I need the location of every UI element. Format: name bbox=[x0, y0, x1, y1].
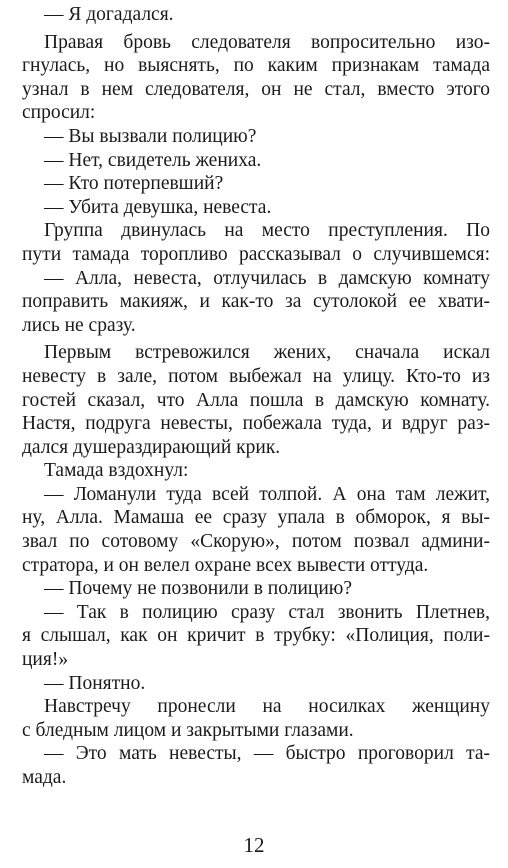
text-line: Настя, подруга невесты, побежала туда, и вдруг раз- bbox=[22, 413, 490, 435]
text-line: поправить макияж, и как-то за сутолокой ее хвати- bbox=[22, 291, 490, 313]
text-line: — Почему не позвонили в полицию? bbox=[44, 578, 352, 600]
text-line: Навстречу пронесли на носилках женщину bbox=[44, 696, 490, 718]
text-line: — Я догадался. bbox=[44, 4, 174, 25]
text-line: Правая бровь следователя вопросительно изо- bbox=[44, 31, 490, 53]
text-line: ну, Алла. Мамаша ее сразу упала в обморок, я вы- bbox=[22, 507, 490, 529]
text-line: лись не сразу. bbox=[22, 314, 136, 336]
text-line: пути тамада торопливо рассказывал о случившемся: bbox=[22, 243, 490, 265]
text-line: спросил: bbox=[22, 102, 96, 124]
text-line: — Нет, свидетель жениха. bbox=[44, 149, 262, 171]
text-line: — Кто потерпевший? bbox=[44, 173, 224, 195]
text-line: дался душераздирающий крик. bbox=[22, 436, 281, 458]
body-text bbox=[22, 3, 490, 790]
text-line: Группа двинулась на место преступления. По bbox=[44, 220, 490, 242]
text-line: — Так в полицию сразу стал звонить Плетнев, bbox=[44, 601, 490, 623]
text-line: — Вы вызвали полицию? bbox=[44, 125, 257, 147]
text-line: ция!» bbox=[22, 649, 69, 671]
text-line: стратора, и он велел охране всех вывести оттуда. bbox=[22, 554, 429, 576]
text-line: — Это мать невесты, — быстро проговорил та- bbox=[44, 743, 490, 765]
text-line: с бледным лицом и закрытыми глазами. bbox=[22, 719, 354, 741]
text-line: — Алла, невеста, отлучилась в дамскую комнату bbox=[44, 267, 490, 289]
text-line: — Убита девушка, невеста. bbox=[44, 196, 272, 218]
text-line: гнулась, но выяснять, по каким признакам тамада bbox=[22, 55, 490, 77]
text-line: я слышал, как он кричит в трубку: «Полиция, поли- bbox=[22, 625, 490, 647]
text-line: звал по сотовому «Скорую», потом позвал админи- bbox=[22, 531, 490, 553]
text-line: Тамада вздохнул: bbox=[44, 460, 189, 482]
text-line: невесту в зале, потом выбежал на улицу. Кто-то из bbox=[22, 365, 490, 387]
text-line: узнал в нем следователя, он не стал, вместо этого bbox=[22, 78, 490, 100]
text-line: — Понятно. bbox=[44, 672, 146, 694]
text-line: мада. bbox=[22, 767, 67, 788]
page-number: 12 bbox=[243, 833, 265, 857]
text-line: — Ломанули туда всей толпой. А она там лежит, bbox=[44, 483, 490, 505]
text-line: Первым встревожился жених, сначала искал bbox=[44, 342, 490, 364]
text-line: гостей сказал, что Алла пошла в дамскую комнату. bbox=[22, 389, 490, 411]
